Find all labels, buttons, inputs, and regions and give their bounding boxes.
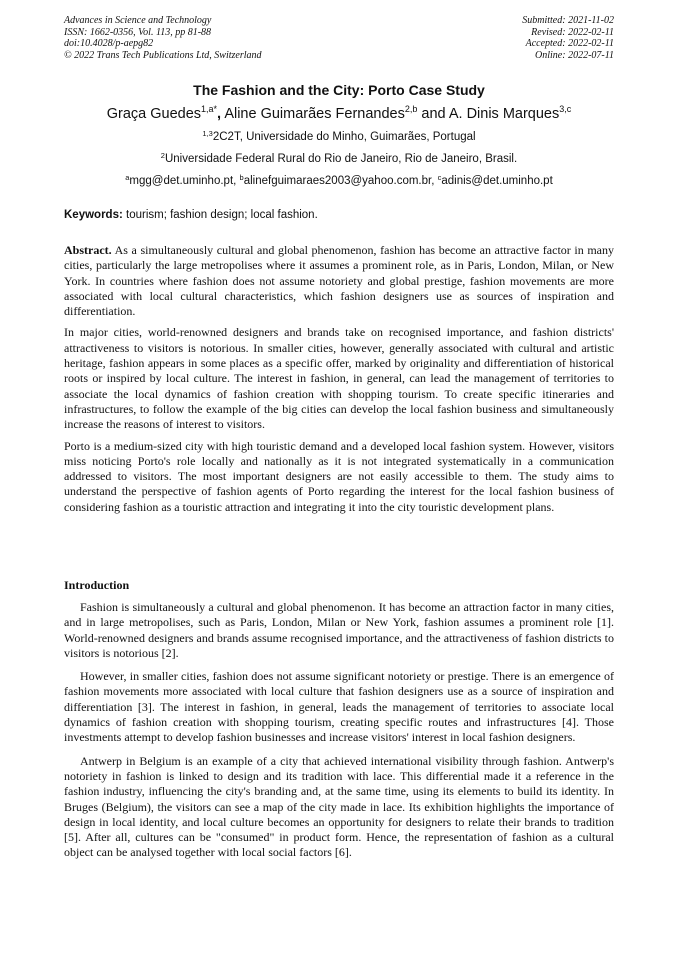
author-name: Graça Guedes xyxy=(106,106,202,122)
journal-header-left xyxy=(64,15,262,61)
date-revised: Revised: 2022-02-11 xyxy=(531,26,614,38)
abstract-paragraph xyxy=(64,243,614,319)
author-separator: , xyxy=(217,106,222,122)
author-affiliation-mark: 1,a* xyxy=(201,104,218,114)
date-accepted: Accepted: 2022-02-11 xyxy=(525,38,614,50)
author-affiliation-mark: 3,c xyxy=(559,104,572,114)
introduction-paragraph: Antwerp in Belgium is an example of a city that achieved international visibility through fashion. Antwerp's notoriety in fashion is linked to design and its tradition with lace. This differential made it a reference in the fashion industry, influencing the city's branding and, at the same time, using its elements to build its identity. In Bruges (Belgium), the visitors can see a map of the city made in lace. Its exhibition highlights the importance of design in local identity, and local culture becomes an opportunity for designers to relate their brands to tradition [5]. After all, cultures can be "consumed" in product form. Hence, the representation of fashion as a cultural object can be analysed together with local social factors [6]. xyxy=(64,753,614,860)
journal-header-right xyxy=(522,15,614,61)
date-online: Online: 2022-07-11 xyxy=(535,49,614,61)
journal-name: Advances in Science and Technology xyxy=(64,15,212,26)
email-mark: a xyxy=(125,173,130,182)
introduction-section xyxy=(64,600,614,869)
abstract-label: Abstract. xyxy=(64,243,112,257)
email-link[interactable]: mgg@det.uminho.pt, xyxy=(129,175,237,187)
email-mark: c xyxy=(437,173,442,182)
affiliation-mark: 1,3 xyxy=(202,129,213,138)
affiliation xyxy=(0,153,678,165)
author-list xyxy=(0,106,678,122)
author-affiliation-mark: 2,b xyxy=(404,104,418,114)
introduction-paragraph: Fashion is simultaneously a cultural and global phenomenon. It has become an attraction factor in many cities, and in large metropolises, such as Paris, London, Milan or New York, fashion assumes a prominent role [1]. World-renowned designers and brands assume recognised importance, and the attractiveness of fashion districts to visitors is notorious [2]. xyxy=(64,600,614,660)
email-mark: b xyxy=(239,173,244,182)
author-name: Aline Guimarães Fernandes xyxy=(224,106,405,122)
keywords xyxy=(64,209,614,221)
journal-doi[interactable]: doi:10.4028/p-aepg82 xyxy=(64,38,154,50)
journal-issn: ISSN: 1662-0356, Vol. 113, pp 81-88 xyxy=(64,26,212,38)
paper-title: The Fashion and the City: Porto Case Study xyxy=(193,82,485,98)
author-conjunction: and xyxy=(421,106,446,122)
affiliation-text: 2C2T, Universidade do Minho, Guimarães, Portugal xyxy=(212,131,476,143)
journal-copyright: © 2022 Trans Tech Publications Ltd, Switzerland xyxy=(64,49,262,61)
email-link[interactable]: alinefguimaraes2003@yahoo.com.br, xyxy=(243,175,435,187)
abstract-paragraph: In major cities, world-renowned designers and brands take on recognised importance, and fashion districts' attractiveness to visitors is notorious. In smaller cities, however, generally associated with cultural and artistic heritage, fashion appears in some places as a specific offer, marked by originality and differentiation of historical roots or inspired by local culture. The interest in fashion, in general, can lead the management of territories to associate the local dynamics of fashion creation with shopping tourism. To create specific itineraries and infrastructures, to follow the example of the big cities can develop the local fashion business and simultaneously increase the reasons of interest to visitors. xyxy=(64,325,614,432)
author-emails xyxy=(0,175,678,187)
email-link[interactable]: adinis@det.uminho.pt xyxy=(441,175,553,187)
keywords-label: Keywords: xyxy=(64,209,123,221)
abstract-section xyxy=(64,243,614,521)
introduction-paragraph: However, in smaller cities, fashion does not assume significant notoriety or prestige. There is an emergence of fashion movements more associated with local culture that fashion designers use as a source of inspiration and differentiation [3]. The interest in fashion, in general, leads the management of territories to associate local dynamics of fashion creation with shopping tourism, creating specific routes and infrastructures [4]. Those investments attempt to develop fashion businesses and increase visitors' interest in local fashion designers. xyxy=(64,669,614,745)
abstract-text: As a simultaneously cultural and global phenomenon, fashion has become an attractive factor in many cities, particularly the large metropolises where it assumes a prominent role, as in Paris, London, Milan, or New York. In countries where fashion does not assume notoriety and global prestige, fashion movements are more associated with local cultural characteristics, which fashion designers use as sources of inspiration and differentiation. xyxy=(64,243,614,319)
affiliation-text: Universidade Federal Rural do Rio de Janeiro, Rio de Janeiro, Brasil. xyxy=(164,153,518,165)
affiliation xyxy=(0,131,678,143)
keywords-text: tourism; fashion design; local fashion. xyxy=(126,209,318,221)
author-name: A. Dinis Marques xyxy=(448,106,560,122)
abstract-paragraph: Porto is a medium-sized city with high touristic demand and a developed local fashion system. However, visitors miss noticing Porto's role locally and nationally as it is not integrated systematically in a communication addressed to visitors. The most important designers are not easily accessible to them. The study aims to understand the perspective of fashion agents of Porto regarding the interest for the local fashion business of considering fashion as a touristic attraction and integrating it into the city touristic development plans. xyxy=(64,438,614,514)
section-heading-introduction: Introduction xyxy=(64,578,130,592)
affiliation-mark: 2 xyxy=(160,151,165,160)
date-submitted: Submitted: 2021-11-02 xyxy=(522,15,614,26)
